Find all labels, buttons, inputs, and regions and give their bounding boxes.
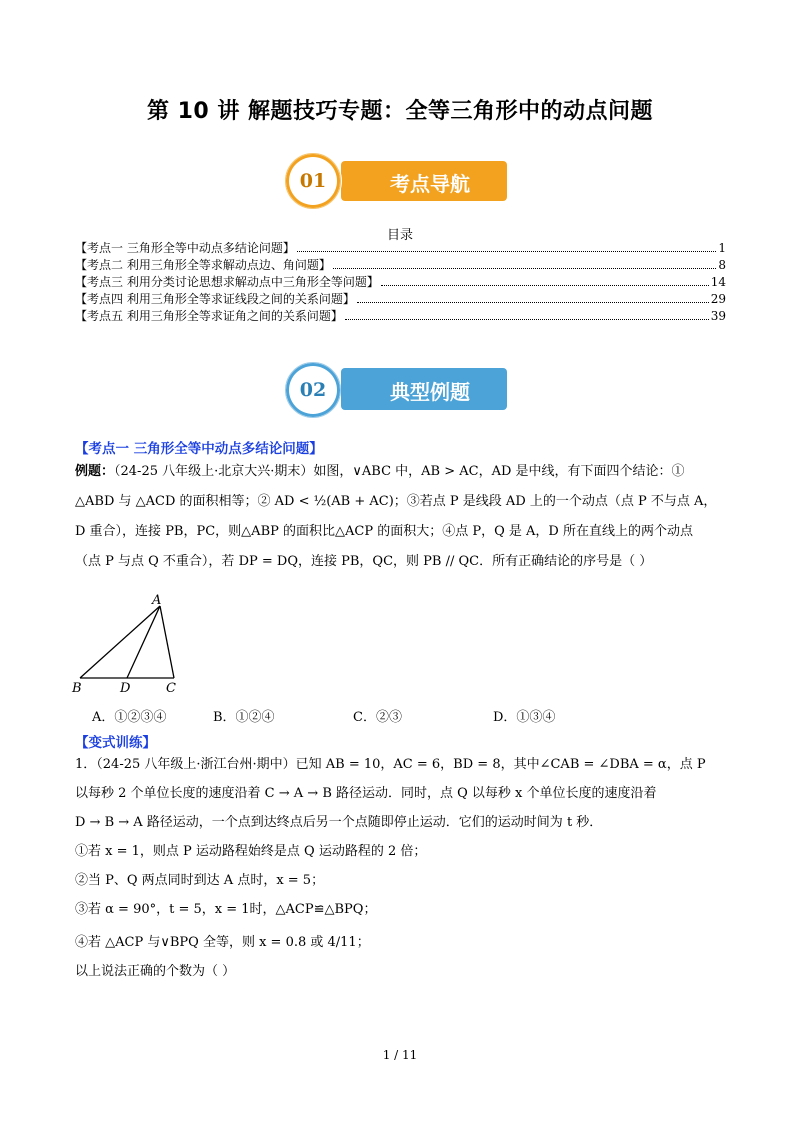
toc-item[interactable] [75, 240, 726, 257]
badge-label: 典型例题 [390, 380, 470, 404]
toc-item-text: 【考点二 利用三角形全等求解动点边、角问题】 [75, 258, 331, 272]
toc-heading: 目录 [386, 228, 413, 243]
toc-leader [297, 251, 717, 252]
badge-kaodian-daohang [285, 153, 515, 213]
vertex-b-label: B [72, 681, 82, 696]
vertex-d-label: D [120, 681, 131, 696]
example-line: （点 P 与点 Q 不重合），若 DP = DQ，连接 PB，QC，则 PB // QC．所有正确结论的序号是（ ） [75, 554, 653, 569]
triangle-figure [70, 592, 190, 697]
toc-leader [345, 319, 709, 320]
toc-item-text: 【考点四 利用三角形全等求证线段之间的关系问题】 [75, 292, 355, 306]
toc-item-text: 【考点三 利用分类讨论思想求解动点中三角形全等问题】 [75, 275, 379, 289]
variant-line: 以每秒 2 个单位长度的速度沿着 C → A → B 路径运动．同时，点 Q 以每秒 x 个单位长度的速度沿着 [75, 786, 657, 801]
toc-item-page: 1 [718, 241, 726, 255]
badge-number: 02 [299, 379, 327, 401]
option-a[interactable]: A．①②③④ [92, 710, 167, 725]
toc-item-text: 【考点五 利用三角形全等求证角之间的关系问题】 [75, 309, 343, 323]
variant-line: 1．（24-25 八年级上·浙江台州·期中）已知 AB = 10，AC = 6，BD = 8，其中∠CAB = ∠DBA = α，点 P [75, 757, 706, 772]
badge-dianxing-liti [285, 362, 515, 422]
example-line: D 重合），连接 PB，PC，则△ABP 的面积比△ACP 的面积大；④点 P，Q 是 A，D 所在直线上的两个动点 [75, 524, 693, 539]
toc-item-page: 29 [710, 292, 726, 306]
badge-number-circle [285, 362, 341, 418]
page-title: 第 10 讲 解题技巧专题：全等三角形中的动点问题 [146, 99, 654, 124]
section-heading: 【考点一 三角形全等中动点多结论问题】 [75, 441, 323, 457]
variant-line: D → B → A 路径运动，一个点到达终点后另一个点随即停止运动．它们的运动时间为 t 秒． [75, 815, 603, 830]
badge-number-circle [285, 153, 341, 209]
toc-item[interactable] [75, 257, 726, 274]
example-line: （24-25 八年级上·北京大兴·期末）如图，∨ABC 中，AB > AC，AD 是中线，有下面四个结论：① [114, 464, 685, 479]
example-label: 例题： [75, 464, 115, 479]
side-ac [160, 606, 174, 678]
example-paragraph [75, 457, 735, 577]
statement-2: ②当 P、Q 两点同时到达 A 点时，x = 5； [75, 873, 325, 888]
side-ab [80, 606, 160, 678]
toc-leader [357, 302, 709, 303]
variant-paragraph [75, 750, 735, 986]
option-d[interactable]: D．①③④ [493, 710, 556, 725]
toc-item-text: 【考点一 三角形全等中动点多结论问题】 [75, 241, 295, 255]
option-c[interactable]: C．②③ [353, 710, 402, 725]
badge-number: 01 [299, 170, 327, 192]
table-of-contents [75, 240, 726, 325]
statement-3: ③若 α = 90°，t = 5，x = 1时，△ACP≌△BPQ； [75, 902, 377, 917]
toc-item[interactable] [75, 291, 726, 308]
vertex-a-label: A [152, 593, 162, 608]
variant-question: 以上说法正确的个数为（ ） [75, 964, 236, 979]
variant-heading: 【变式训练】 [75, 735, 156, 751]
page-number: 1 / 11 [382, 1048, 418, 1062]
statement-4: ④若 △ACP 与∨BPQ 全等，则 x = 0.8 或 4/11； [75, 935, 370, 950]
toc-item-page: 8 [718, 258, 726, 272]
toc-item-page: 14 [710, 275, 726, 289]
vertex-c-label: C [166, 681, 176, 696]
toc-leader [381, 285, 709, 286]
example-line: △ABD 与 △ACD 的面积相等；② AD < ½(AB + AC)；③若点 P 是线段 AD 上的一个动点（点 P 不与点 A， [75, 494, 717, 509]
option-b[interactable]: B．①②④ [213, 710, 275, 725]
toc-item[interactable] [75, 274, 726, 291]
toc-item-page: 39 [710, 309, 726, 323]
toc-item[interactable] [75, 308, 726, 325]
median-ad [127, 606, 160, 678]
badge-label: 考点导航 [390, 172, 470, 196]
statement-1: ①若 x = 1，则点 P 运动路程始终是点 Q 运动路程的 2 倍； [75, 844, 427, 859]
toc-leader [333, 268, 717, 269]
